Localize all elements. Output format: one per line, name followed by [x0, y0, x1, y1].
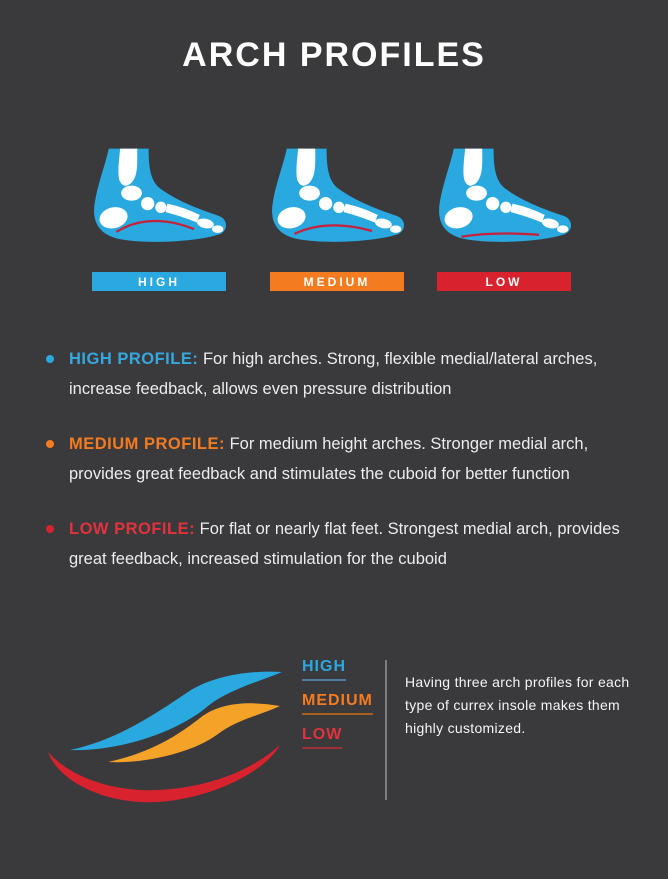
label-bar-low — [437, 272, 571, 291]
bullet-label-low: LOW PROFILE: — [69, 520, 196, 538]
label-bar-medium — [270, 272, 404, 291]
page-title: ARCH PROFILES — [182, 36, 486, 74]
foot-illustration-low-arch — [433, 148, 575, 244]
bullet-high-profile — [46, 344, 624, 404]
profile-descriptions — [46, 344, 624, 599]
bullet-dot-low — [46, 525, 54, 533]
profile-card-low — [433, 148, 575, 291]
legend-item-low: LOW — [302, 726, 342, 749]
bullet-label-high: HIGH PROFILE: — [69, 350, 199, 368]
label-bar-medium-text: MEDIUM — [303, 274, 371, 289]
profile-card-medium — [266, 148, 408, 291]
bullet-low-profile — [46, 514, 624, 574]
curves-legend — [302, 658, 373, 760]
legend-item-medium: MEDIUM — [302, 692, 373, 715]
legend-item-high: HIGH — [302, 658, 346, 681]
bullet-text-medium: For medium height arches. Stronger medial arch, provides great feedback and stimulates the cuboid for better function — [69, 435, 589, 483]
foot-illustration-medium-arch — [266, 148, 408, 244]
footnote-text: Having three arch profiles for each type of currex insole makes them highly customized. — [405, 674, 630, 736]
bullet-text-low: For flat or nearly flat feet. Strongest medial arch, provides great feedback, increased stimulation for the cuboid — [69, 520, 620, 568]
bullet-medium-profile — [46, 429, 624, 489]
label-bar-high — [92, 272, 226, 291]
label-bar-low-text: LOW — [485, 274, 523, 289]
bullet-text-high: For high arches. Strong, flexible medial/lateral arches, increase feedback, allows even pressure distribution — [69, 350, 598, 398]
label-bar-high-text: HIGH — [138, 274, 180, 289]
vertical-divider — [385, 660, 387, 800]
profile-card-high — [88, 148, 230, 291]
bullet-label-medium: MEDIUM PROFILE: — [69, 435, 225, 453]
bullet-dot-high — [46, 355, 54, 363]
foot-illustration-high-arch — [88, 148, 230, 244]
bullet-dot-medium — [46, 440, 54, 448]
